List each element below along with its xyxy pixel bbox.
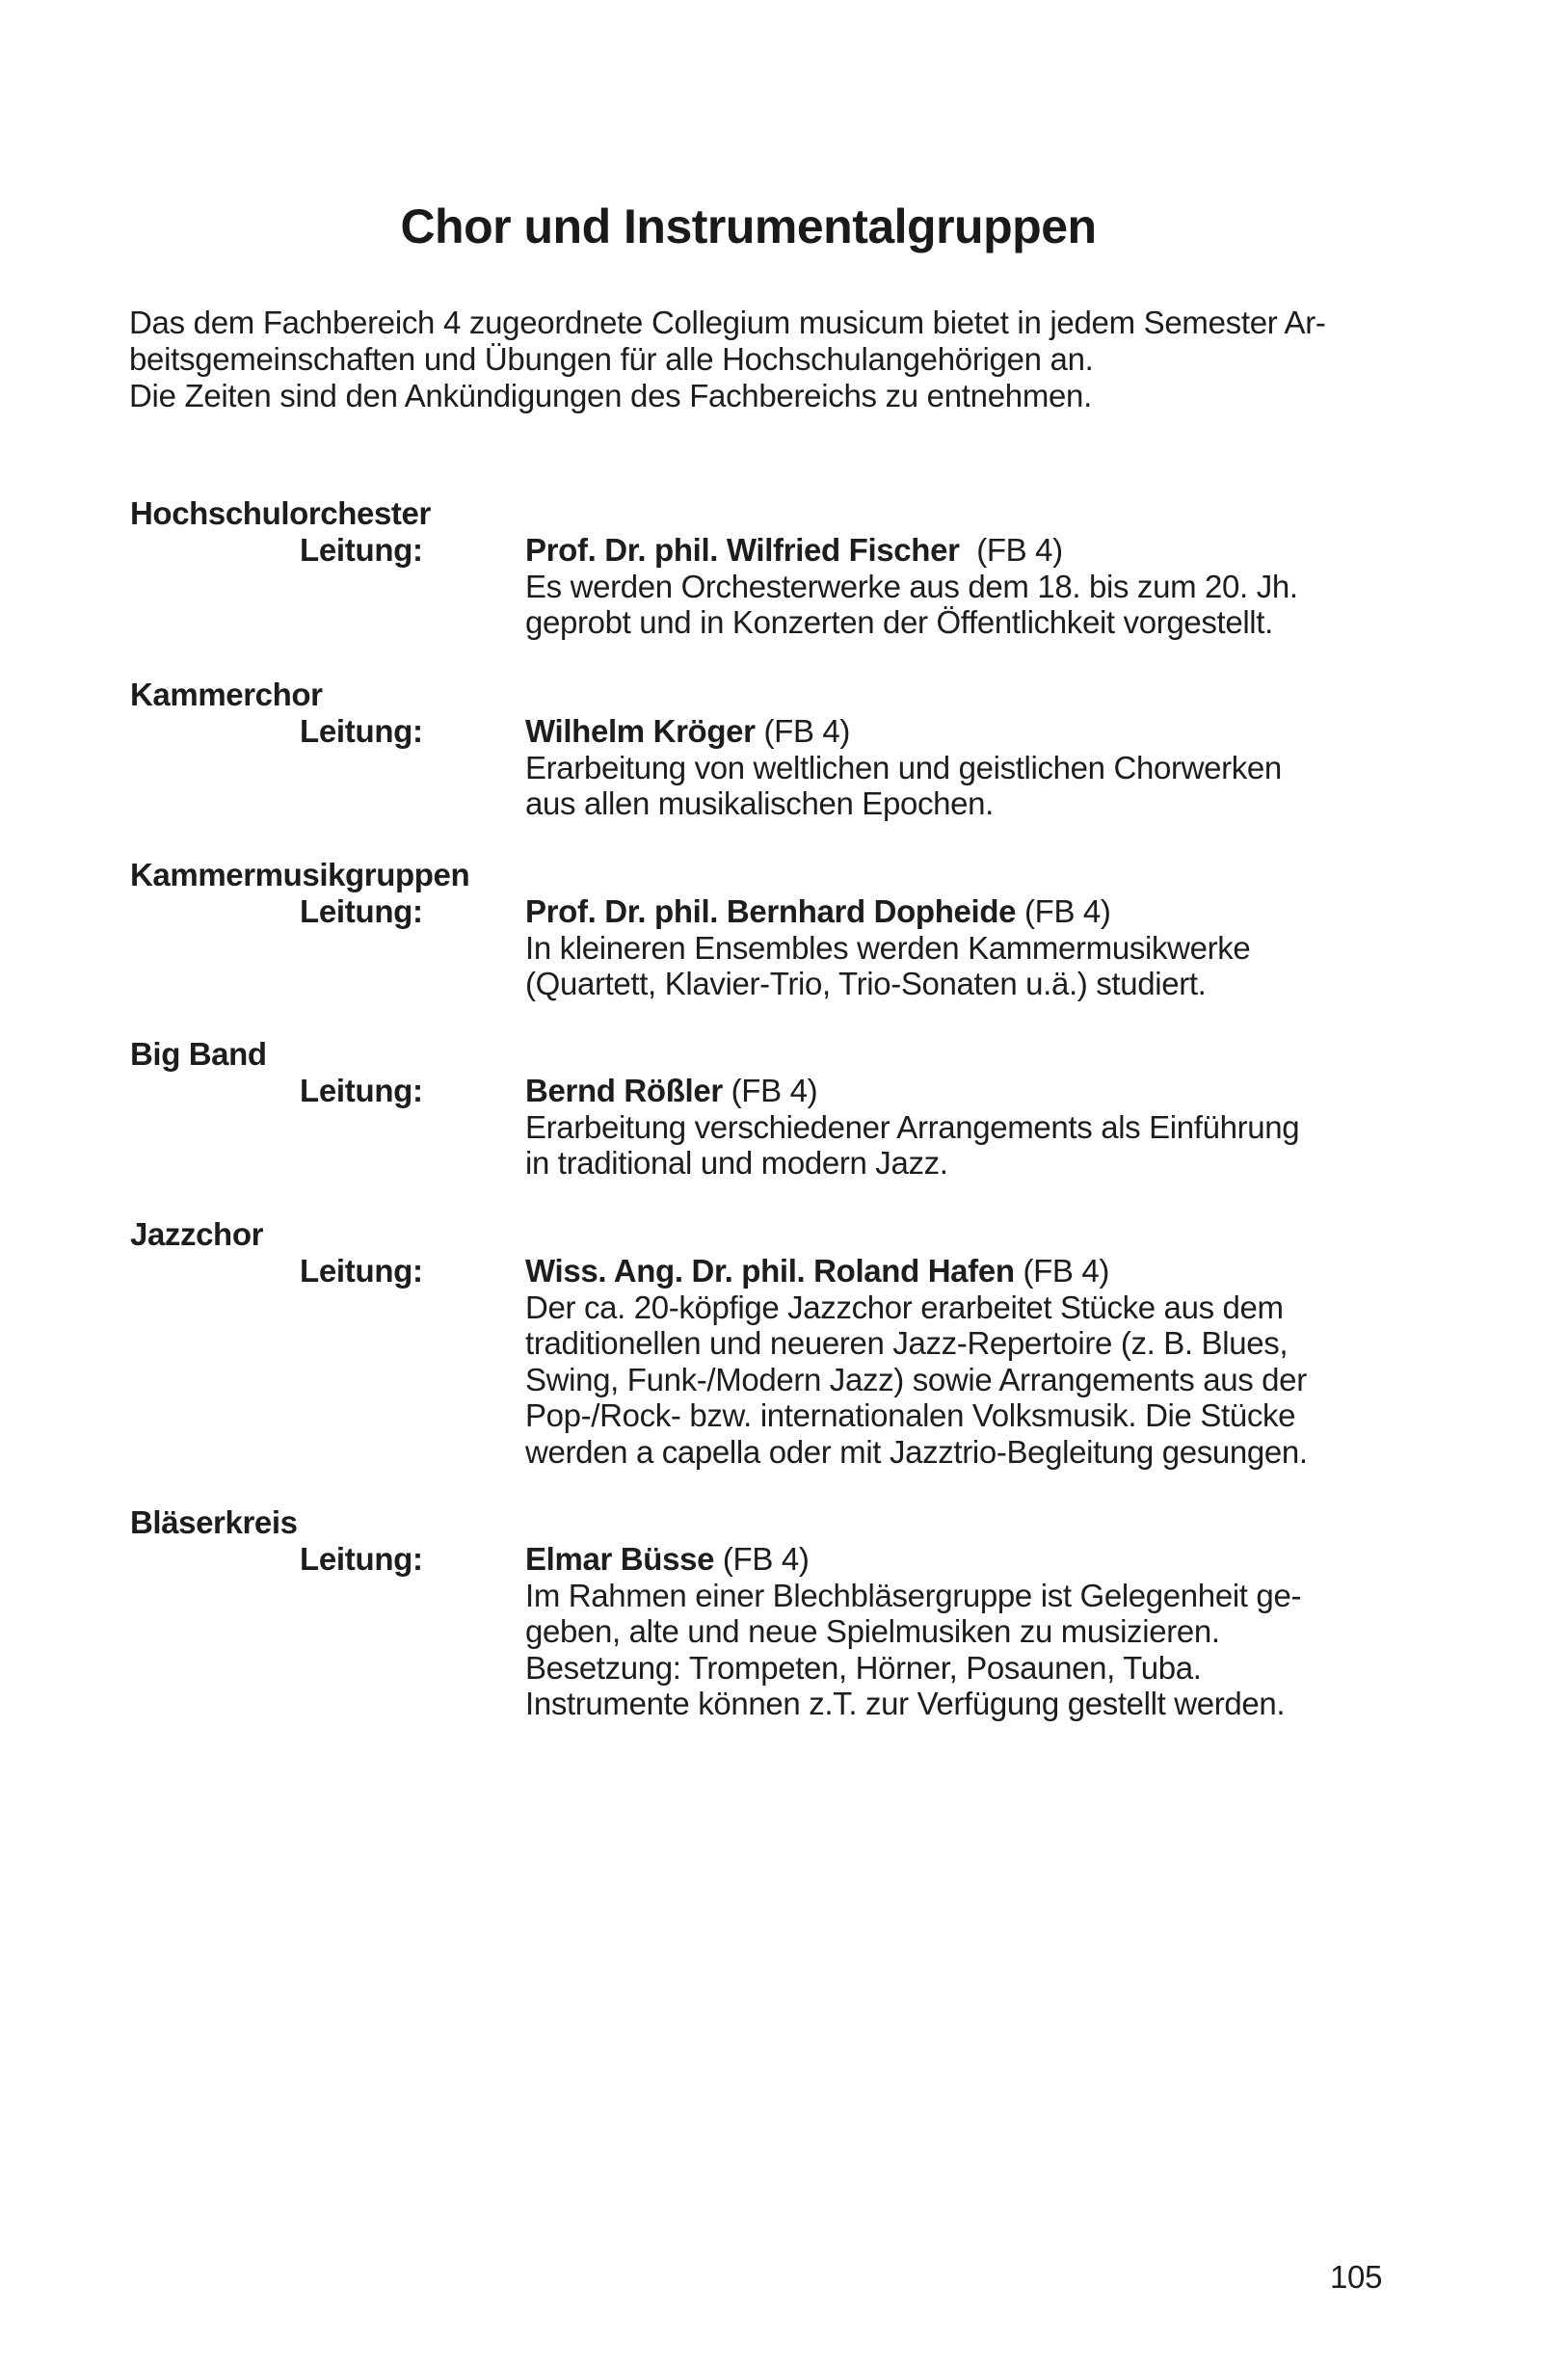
description-line: Im Rahmen einer Blechbläsergruppe ist Gelegenheit ge- xyxy=(525,1577,1302,1613)
leader-name: Wiss. Ang. Dr. phil. Roland Hafen xyxy=(525,1253,1015,1289)
description-line: Instrumente können z.T. zur Verfügung gestellt werden. xyxy=(525,1686,1286,1722)
description-line: Erarbeitung verschiedener Arrangements als Einführung xyxy=(525,1108,1300,1145)
leader-name: Elmar Büsse xyxy=(525,1541,715,1577)
leitung-label: Leitung: xyxy=(300,1073,423,1108)
description-line: Erarbeitung von weltlichen und geistlichen Chorwerken xyxy=(525,749,1282,785)
group-details xyxy=(525,1073,1489,1182)
leader-affiliation: (FB 4) xyxy=(763,713,851,749)
description-line: In kleineren Ensembles werden Kammermusikwerke xyxy=(525,929,1251,966)
description-line: Pop-/Rock- bzw. internationalen Volksmusik. Die Stücke xyxy=(525,1397,1296,1434)
description-line: traditionellen und neueren Jazz-Repertoire (z. B. Blues, xyxy=(525,1325,1289,1362)
description-line: Es werden Orchesterwerke aus dem 18. bis zum 20. Jh. xyxy=(525,568,1298,604)
group-name: Bläserkreis xyxy=(130,1504,298,1540)
description-line: aus allen musikalischen Epochen. xyxy=(525,785,994,822)
leader-line xyxy=(525,713,1489,750)
leitung-label: Leitung: xyxy=(300,893,423,929)
group-name: Kammermusikgruppen xyxy=(130,857,470,892)
leader-line xyxy=(525,1253,1489,1289)
leader-name: Prof. Dr. phil. Bernhard Dopheide xyxy=(525,893,1017,929)
leitung-label: Leitung: xyxy=(300,1541,423,1577)
group-name: Kammerchor xyxy=(130,677,323,712)
description-line: geben, alte und neue Spielmusiken zu musizieren. xyxy=(525,1613,1220,1650)
leader-affiliation: (FB 4) xyxy=(1024,893,1111,929)
group-details xyxy=(525,1541,1489,1722)
leader-line xyxy=(525,532,1489,569)
leader-affiliation: (FB 4) xyxy=(1023,1253,1110,1289)
leitung-label: Leitung: xyxy=(300,1253,423,1289)
intro-line: Die Zeiten sind den Ankündigungen des Fachbereichs zu entnehmen. xyxy=(129,378,1092,413)
intro-line: Das dem Fachbereich 4 zugeordnete Collegium musicum bietet in jedem Semester Ar- xyxy=(129,305,1326,340)
page-number: 105 xyxy=(1330,2259,1383,2295)
leader-name: Prof. Dr. phil. Wilfried Fischer xyxy=(525,532,960,568)
leader-line xyxy=(525,1073,1489,1109)
description-line: in traditional und modern Jazz. xyxy=(525,1145,948,1182)
leader-affiliation: (FB 4) xyxy=(731,1073,818,1108)
leader-line xyxy=(525,893,1489,930)
leader-name: Wilhelm Kröger xyxy=(525,713,756,749)
group-details xyxy=(525,532,1489,641)
intro-line: beitsgemeinschaften und Übungen für alle Hochschulangehörigen an. xyxy=(129,341,1094,377)
group-name: Big Band xyxy=(130,1036,267,1072)
description-line: Der ca. 20-köpfige Jazzchor erarbeitet Stücke aus dem xyxy=(525,1289,1284,1325)
group-name: Hochschulorchester xyxy=(130,495,431,531)
leader-name: Bernd Rößler xyxy=(525,1073,723,1108)
group-details xyxy=(525,1253,1489,1471)
leitung-label: Leitung: xyxy=(300,713,423,749)
description-line: Besetzung: Trompeten, Hörner, Posaunen, Tuba. xyxy=(525,1649,1202,1686)
description-line: werden a capella oder mit Jazztrio-Begleitung gesungen. xyxy=(525,1433,1308,1470)
leader-affiliation: (FB 4) xyxy=(722,1541,810,1577)
group-details xyxy=(525,893,1489,1002)
group-details xyxy=(525,713,1489,822)
leader-affiliation: (FB 4) xyxy=(976,532,1063,568)
intro-paragraph xyxy=(129,305,1382,414)
description-line: Swing, Funk-/Modern Jazz) sowie Arrangements aus der xyxy=(525,1361,1307,1397)
page-title: Chor und Instrumentalgruppen xyxy=(400,199,1097,253)
leitung-label: Leitung: xyxy=(300,532,423,568)
description-line: geprobt und in Konzerten der Öffentlichkeit vorgestellt. xyxy=(525,604,1273,641)
description-line: (Quartett, Klavier-Trio, Trio-Sonaten u.ä.) studiert. xyxy=(525,966,1207,1002)
group-name: Jazzchor xyxy=(130,1216,264,1252)
leader-line xyxy=(525,1541,1489,1578)
